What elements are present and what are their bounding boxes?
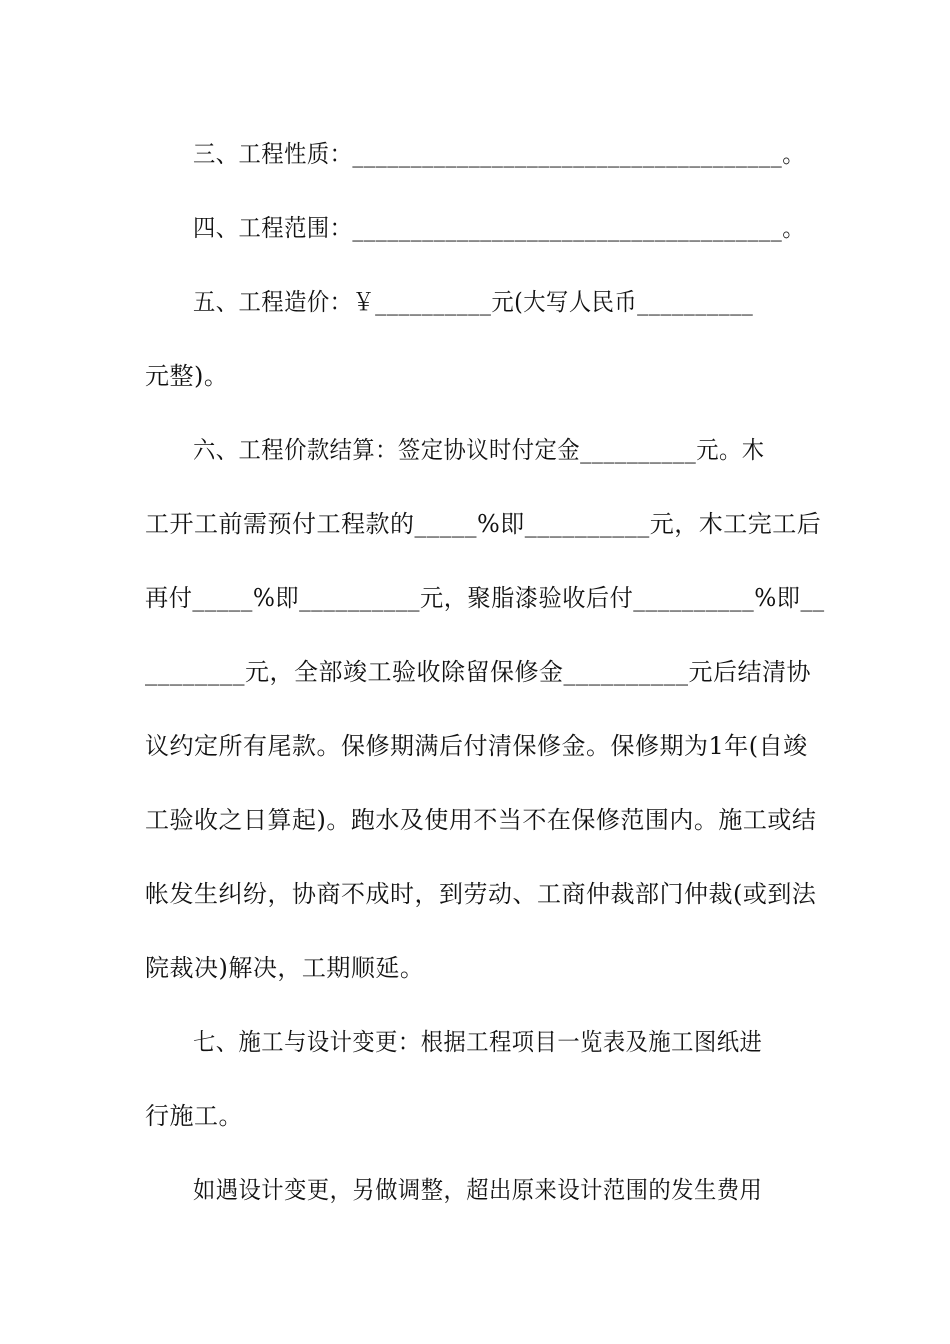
clause-6-line-7: 帐发生纠纷，协商不成时，到劳动、工商仲裁部门仲裁(或到法 — [145, 880, 817, 908]
clause-6-line-6: 工验收之日算起)。跑水及使用不当不在保修范围内。施工或结 — [145, 806, 817, 834]
clause-6-line-4: ________元，全部竣工验收除留保修金__________元后结清协 — [145, 658, 811, 686]
clause-6-line-3: 再付_____%即__________元，聚脂漆验收后付__________%即__ — [145, 584, 825, 612]
clause-7-line-2: 行施工。 — [145, 1102, 243, 1130]
clause-6-line-5: 议约定所有尾款。保修期满后付清保修金。保修期为1年(自竣 — [145, 732, 808, 760]
clause-7-design-change: 如遇设计变更，另做调整，超出原来设计范围的发生费用 — [193, 1176, 763, 1204]
clause-5-cost-cont: 元整)。 — [145, 362, 229, 390]
clause-4-scope: 四、工程范围：_____________________________________。 — [193, 214, 806, 242]
clause-3-nature: 三、工程性质：_____________________________________。 — [193, 140, 806, 168]
clause-6-line-8: 院裁决)解决，工期顺延。 — [145, 954, 425, 982]
clause-5-cost: 五、工程造价：￥__________元(大写人民币__________ — [193, 288, 754, 316]
clause-7-construction: 七、施工与设计变更：根据工程项目一览表及施工图纸进 — [193, 1028, 763, 1056]
clause-6-settlement: 六、工程价款结算：签定协议时付定金__________元。木 — [193, 436, 765, 464]
clause-6-line-2: 工开工前需预付工程款的_____%即__________元，木工完工后 — [145, 510, 822, 538]
